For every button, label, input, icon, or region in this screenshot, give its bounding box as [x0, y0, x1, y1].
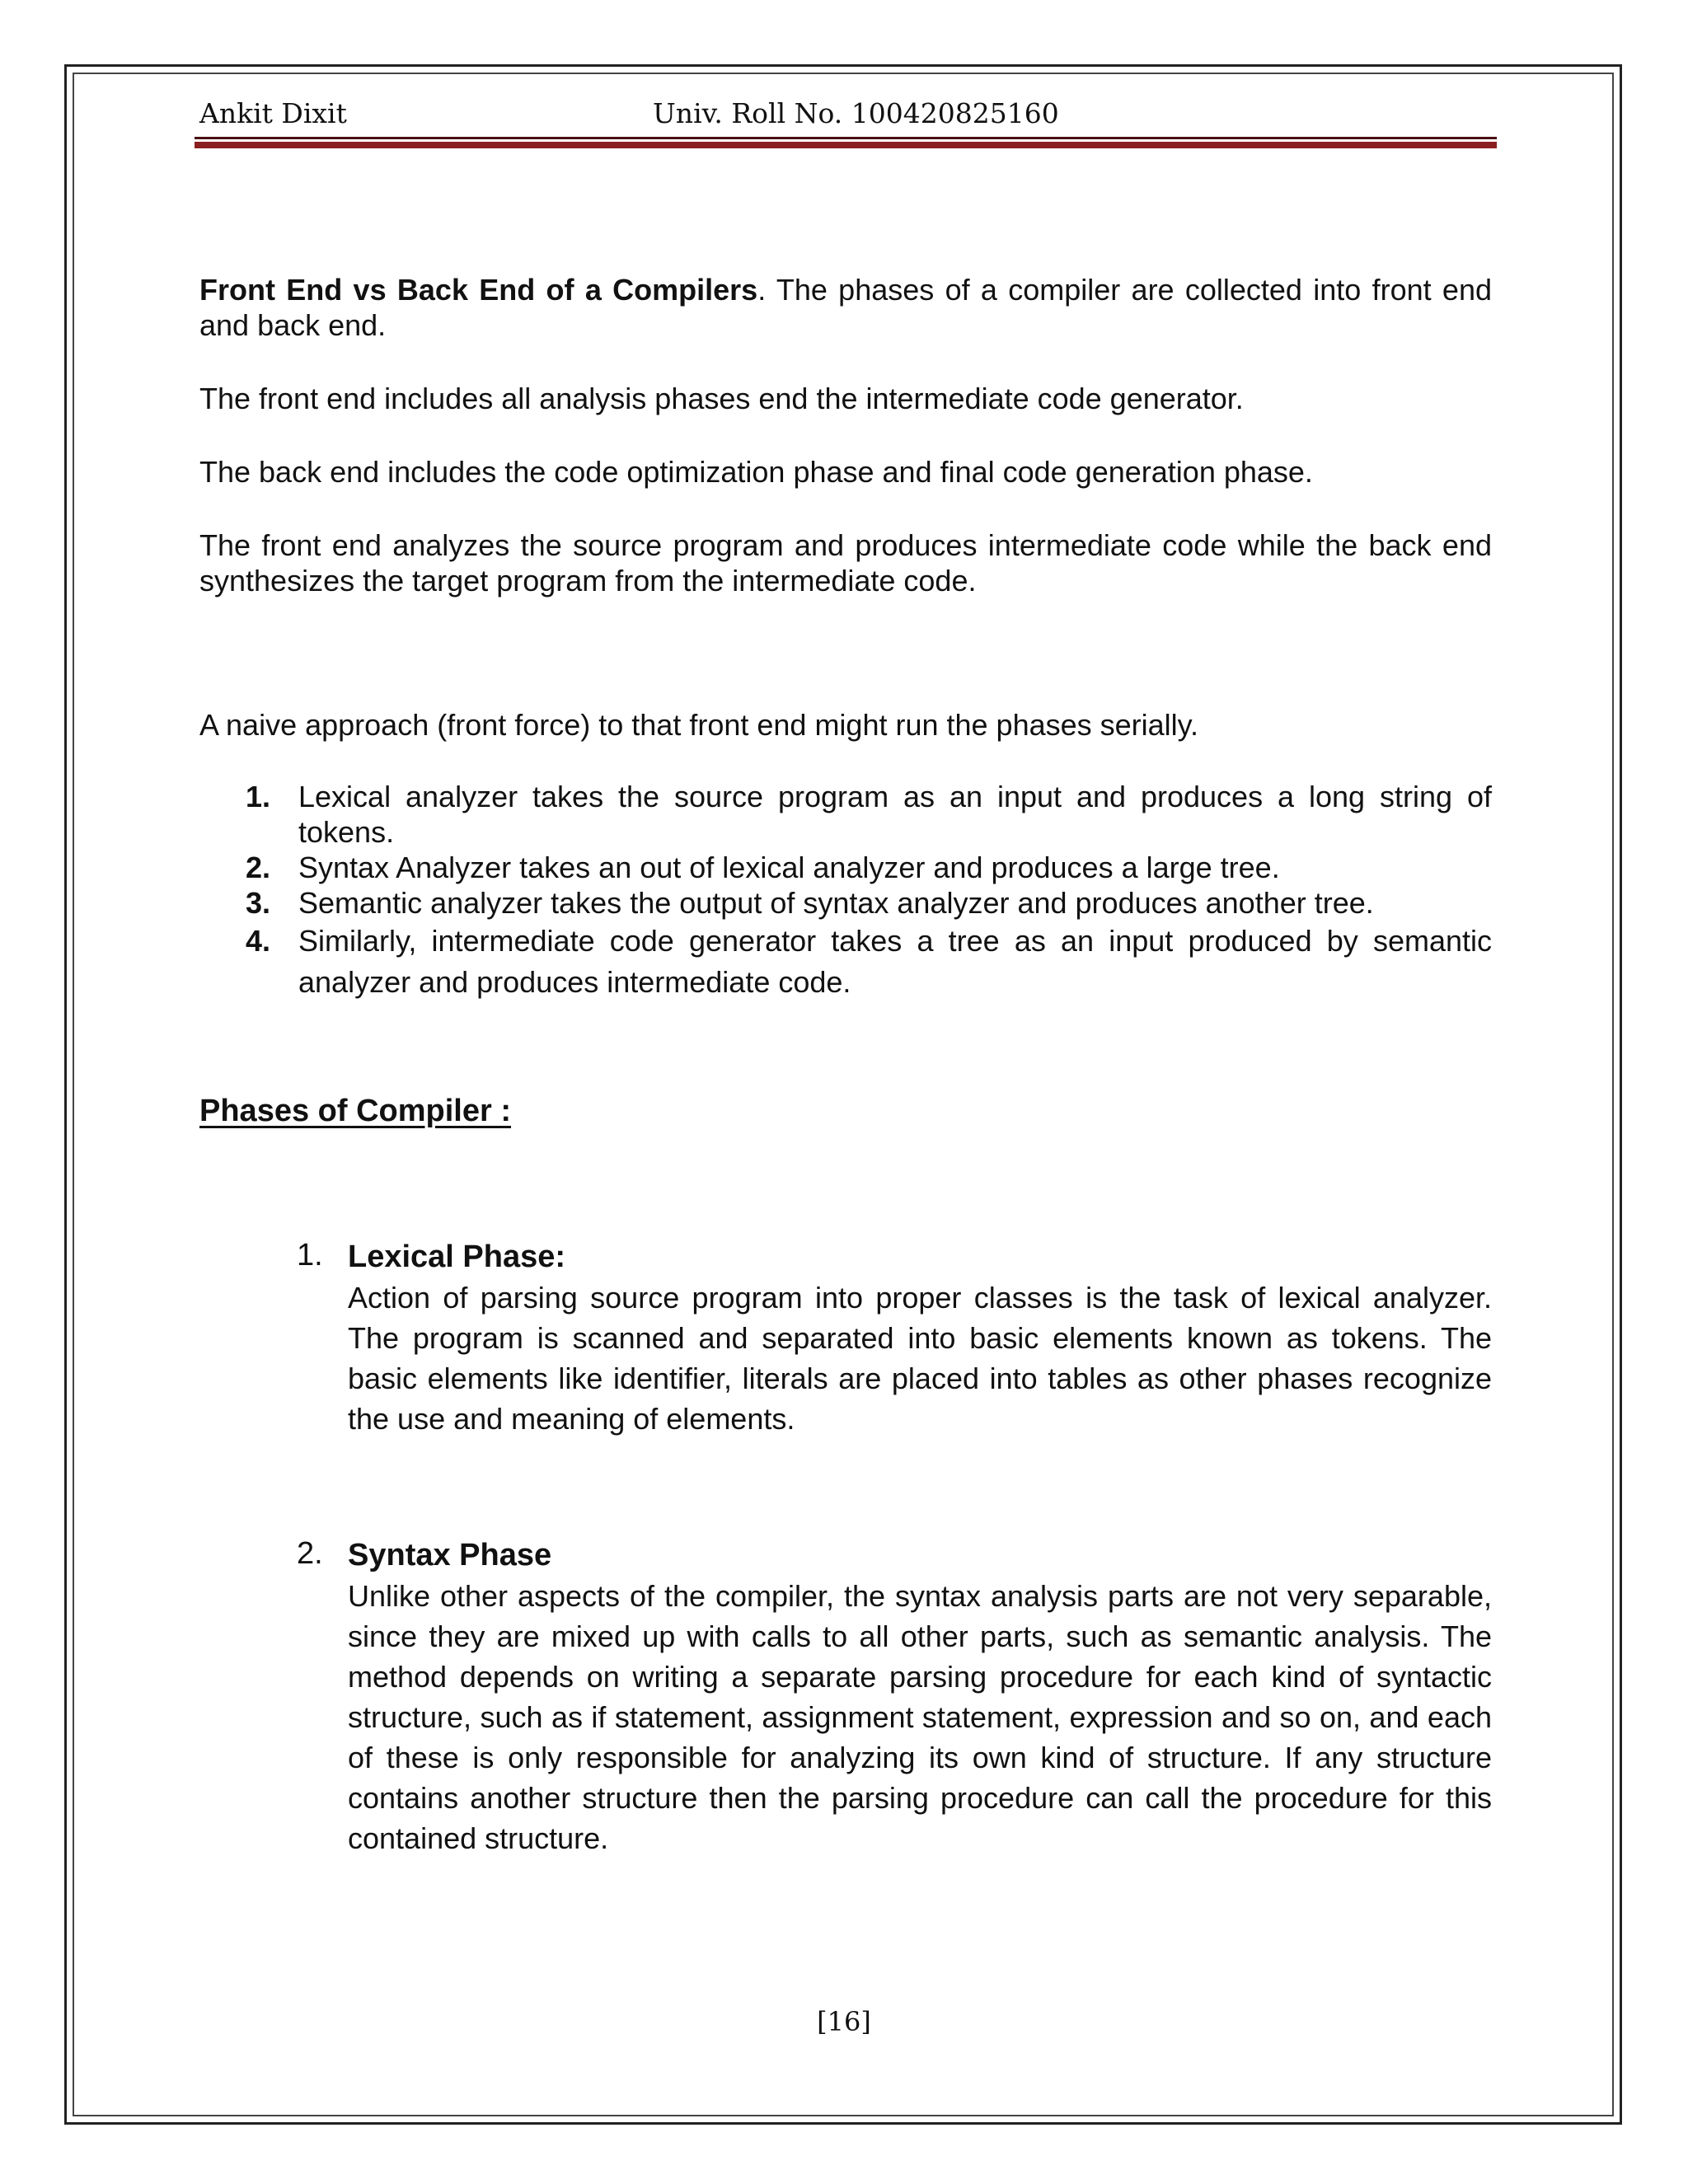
phase-item-syntax: [199, 1536, 1492, 1858]
page-number: [16]: [817, 2006, 871, 2037]
phase-description: Unlike other aspects of the compiler, the syntax analysis parts are not very separable, since they are mixed up with calls to all other parts, such as semantic analysis. The method depends on writing a separate parsing procedure for each kind of syntactic structure, such as if statement, assignment statement, expression and so on, and each of these is only responsible for analyzing its own kind of structure. If any structure contains another structure then the parsing procedure can call the procedure for this contained structure.: [348, 1579, 1492, 1855]
list-item-text: Similarly, intermediate code generator takes a tree as an input produced by semantic analyzer and produces intermediate code.: [298, 924, 1492, 999]
phase-item-lexical: [199, 1238, 1492, 1439]
list-item-text: Syntax Analyzer takes an out of lexical analyzer and produces a large tree.: [298, 851, 1280, 884]
list-item: [199, 921, 1492, 1003]
back-end-paragraph: The back end includes the code optimization phase and final code generation phase.: [199, 455, 1313, 489]
phase-number: 1.: [297, 1238, 323, 1272]
section-title: Phases of Compiler :: [199, 1094, 511, 1128]
phase-number: 2.: [297, 1536, 323, 1571]
list-item-number: 3.: [246, 886, 271, 920]
header-roll-number: Univ. Roll No. 100420825160: [653, 97, 1059, 129]
phase-title: Syntax Phase: [348, 1538, 552, 1572]
list-item-text: Semantic analyzer takes the output of syntax analyzer and produces another tree.: [298, 886, 1374, 920]
list-item: [199, 885, 1492, 921]
page-content: [199, 272, 1492, 1858]
analysis-paragraph: The front end analyzes the source program and produces intermediate code while the back end synthesizes the target program from the intermediate code.: [199, 528, 1492, 598]
intro-heading: Front End vs Back End of a Compilers: [199, 273, 758, 307]
phase-description: Action of parsing source program into proper classes is the task of lexical analyzer. The program is scanned and separated into basic elements known as tokens. The basic elements like identifier, literals are placed into tables as other phases recognize the use and meaning of elements.: [348, 1281, 1492, 1436]
intro-lead-text: . The phases of a compiler are collected into front end and back end.: [199, 273, 1492, 342]
list-item-number: 1.: [246, 780, 271, 813]
front-end-paragraph: The front end includes all analysis phases end the intermediate code generator.: [199, 382, 1244, 415]
header-rule-thick: [195, 142, 1497, 148]
header-rule-thin: [195, 137, 1497, 139]
phase-title: Lexical Phase:: [348, 1240, 566, 1274]
page-header: [198, 97, 1496, 147]
list-item-number: 2.: [246, 851, 271, 884]
list-item-text: Lexical analyzer takes the source program as an input and produces a long string of tokens.: [298, 780, 1492, 849]
list-item: [199, 850, 1492, 885]
naive-approach-paragraph: A naive approach (front force) to that front end might run the phases serially.: [199, 708, 1198, 742]
serial-phases-list: [199, 779, 1492, 1003]
list-item: [199, 779, 1492, 850]
header-author: Ankit Dixit: [199, 97, 347, 129]
list-item-number: 4.: [246, 924, 271, 958]
intro-paragraph: [199, 272, 1492, 343]
